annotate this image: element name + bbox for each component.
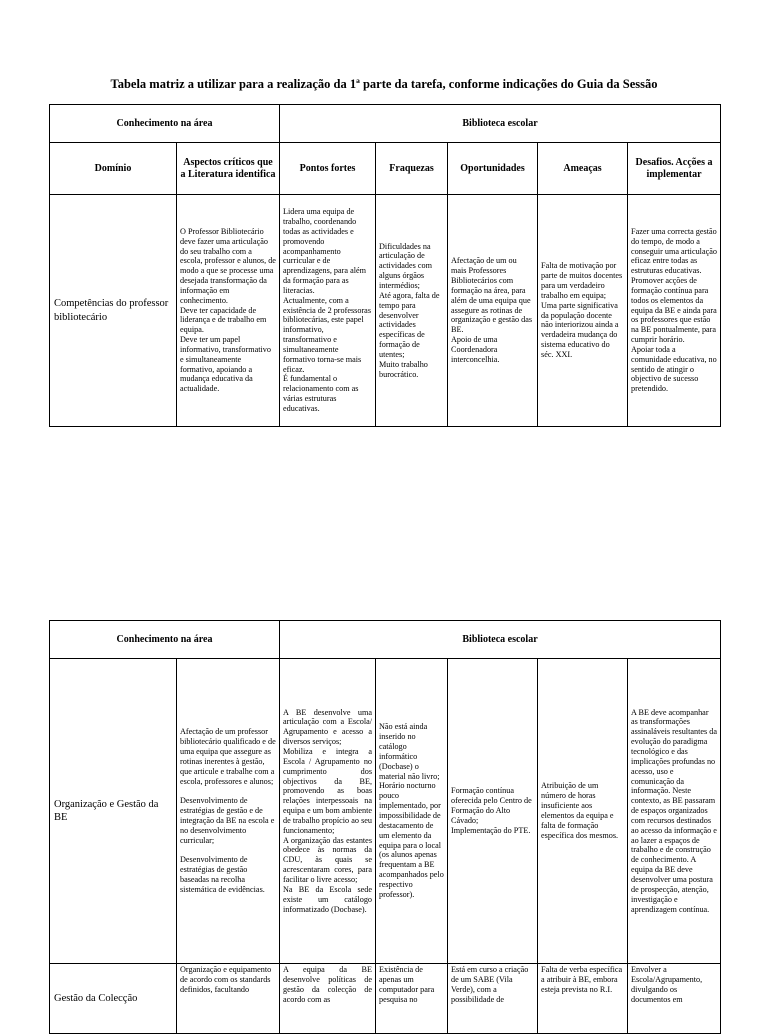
cell-pontos-fortes: Lidera uma equipa de trabalho, coordenando todas as actividades e promovendo acompanhamento curricular e de aprendizagens, para além da formação para as literacias. Actualmente, com a existência de 2 professoras bibliotecárias, este papel informativo, transformativo e simultaneamente formativo torna-se mais eficaz. É fundamental o relacionamento com as várias estruturas educativas. (280, 195, 376, 427)
cell-dominio: Gestão da Colecção (50, 964, 177, 1034)
header-fraquezas: Fraquezas (376, 143, 448, 195)
page-title: Tabela matriz a utilizar para a realização da 1ª parte da tarefa, conforme indicações do Guia da Sessão (110, 77, 658, 91)
table-row (50, 195, 721, 427)
cell-fraquezas: Existência de apenas um computador para pesquisa no (376, 964, 448, 1034)
cell-fraquezas: Dificuldades na articulação de actividades com alguns órgãos intermédios; Até agora, falta de tempo para desenvolver actividades específicas de formação de utentes; Muito trabalho burocrático. (376, 195, 448, 427)
header-conhecimento: Conhecimento na área (50, 621, 280, 659)
cell-dominio: Competências do professor bibliotecário (50, 195, 177, 427)
cell-dominio: Organização e Gestão da BE (50, 659, 177, 964)
cell-oportunidades: Está em curso a criação de um SABE (Vila Verde), com a possibilidade de (448, 964, 538, 1034)
cell-ameacas: Falta de motivação por parte de muitos docentes para um verdadeiro trabalho em equipa; Uma parte significativa da população docente não interiorizou ainda a verdadeira mudança do sistema educativo do séc. XXI. (538, 195, 628, 427)
header-ameacas: Ameaças (538, 143, 628, 195)
cell-aspectos: Afectação de um professor bibliotecário qualificado e de uma equipa que assegure as rotinas inerentes à gestão, que articule e trabalhe com a escola, professores e alunos; Desenvolvimento de estratégias de gestão e de integração da BE na escola e no desenvolvimento curricular; Desenvolvimento de estratégias de gestão baseadas na recolha sistemática de evidências. (177, 659, 280, 964)
cell-desafios: Fazer uma correcta gestão do tempo, de modo a conseguir uma articulação eficaz entre todas as estruturas educativas. Promover acções de formação contínua para todos os elementos da equipa da BE e ainda para os professores que estão na BE pontualmente, para cumprir horário. Apoiar toda a comunidade educativa, no sentido de atingir o objectivo de sucesso pretendido. (628, 195, 721, 427)
header-pontos-fortes: Pontos fortes (280, 143, 376, 195)
cell-aspectos: O Professor Bibliotecário deve fazer uma articulação do seu trabalho com a escola, professor e alunos, de modo a que se processe uma desejada transformação da informação em conhecimento. Deve ter capacidade de liderança e de trabalho em equipa. Deve ter um papel informativo, transformativo e simultaneamente formativo, apoiando a mudança educativa da actualidade. (177, 195, 280, 427)
cell-pontos-fortes: A BE desenvolve uma articulação com a Escola/ Agrupamento e acesso a diversos serviços; Mobiliza e integra a Escola / Agrupamento no cumprimento dos objectivos da BE, promovendo as boas relações interpessoais na equipa e um bom ambiente de trabalho propício ao seu funcionamento; A organização das estantes obedece às normas da CDU, às quais se acrescentaram cores, para facilitar o livre acesso; Na BE da Escola sede existe um catálogo informatizado (Docbase). (280, 659, 376, 964)
header-dominio: Domínio (50, 143, 177, 195)
table-row (50, 659, 721, 964)
cell-desafios: A BE deve acompanhar as transformações assinaláveis resultantes da evolução do paradigma tecnológico e das implicações profundas no acesso, uso e comunicação da informação. Neste contexto, as BE passaram de espaços organizados com recursos destinados ao acesso da informação e ao lazer a espaços de trabalho e de construção de conhecimento. A equipa da BE deve desenvolver uma postura de prospecção, atenção, investigação e aprendizagem contínua. (628, 659, 721, 964)
cell-fraquezas: Não está ainda inserido no catálogo informático (Docbase) o material não livro; Horário nocturno pouco implementado, por impossibilidade de destacamento de um elemento da equipa para o local (os alunos apenas frequentam a BE acompanhados pelo respectivo professor). (376, 659, 448, 964)
table-row (50, 964, 721, 1034)
cell-ameacas: Atribuição de um número de horas insuficiente aos elementos da equipa e falta de formação específica dos mesmos. (538, 659, 628, 964)
header-oportunidades: Oportunidades (448, 143, 538, 195)
cell-ameacas: Falta de verba específica a atribuir à BE, embora esteja prevista no R.I. (538, 964, 628, 1034)
header-biblioteca: Biblioteca escolar (280, 621, 721, 659)
cell-oportunidades: Afectação de um ou mais Professores Bibliotecários com formação na área, para além de uma equipa que assegure as rotinas de organização e gestão das BE. Apoio de uma Coordenadora interconcelhia. (448, 195, 538, 427)
header-biblioteca: Biblioteca escolar (280, 105, 721, 143)
header-conhecimento: Conhecimento na área (50, 105, 280, 143)
cell-pontos-fortes: A equipa da BE desenvolve políticas de gestão da colecção de acordo com as (280, 964, 376, 1034)
cell-desafios: Envolver a Escola/Agrupamento, divulgando os documentos em (628, 964, 721, 1034)
header-desafios: Desafios. Acções a implementar (628, 143, 721, 195)
cell-oportunidades: Formação contínua oferecida pelo Centro de Formação do Alto Cávado; Implementação do PTE. (448, 659, 538, 964)
matrix-table-2 (49, 620, 721, 1034)
header-aspectos: Aspectos críticos que a Literatura identifica (177, 143, 280, 195)
matrix-table-1 (49, 104, 721, 427)
cell-aspectos: Organização e equipamento de acordo com os standards definidos, facultando (177, 964, 280, 1034)
